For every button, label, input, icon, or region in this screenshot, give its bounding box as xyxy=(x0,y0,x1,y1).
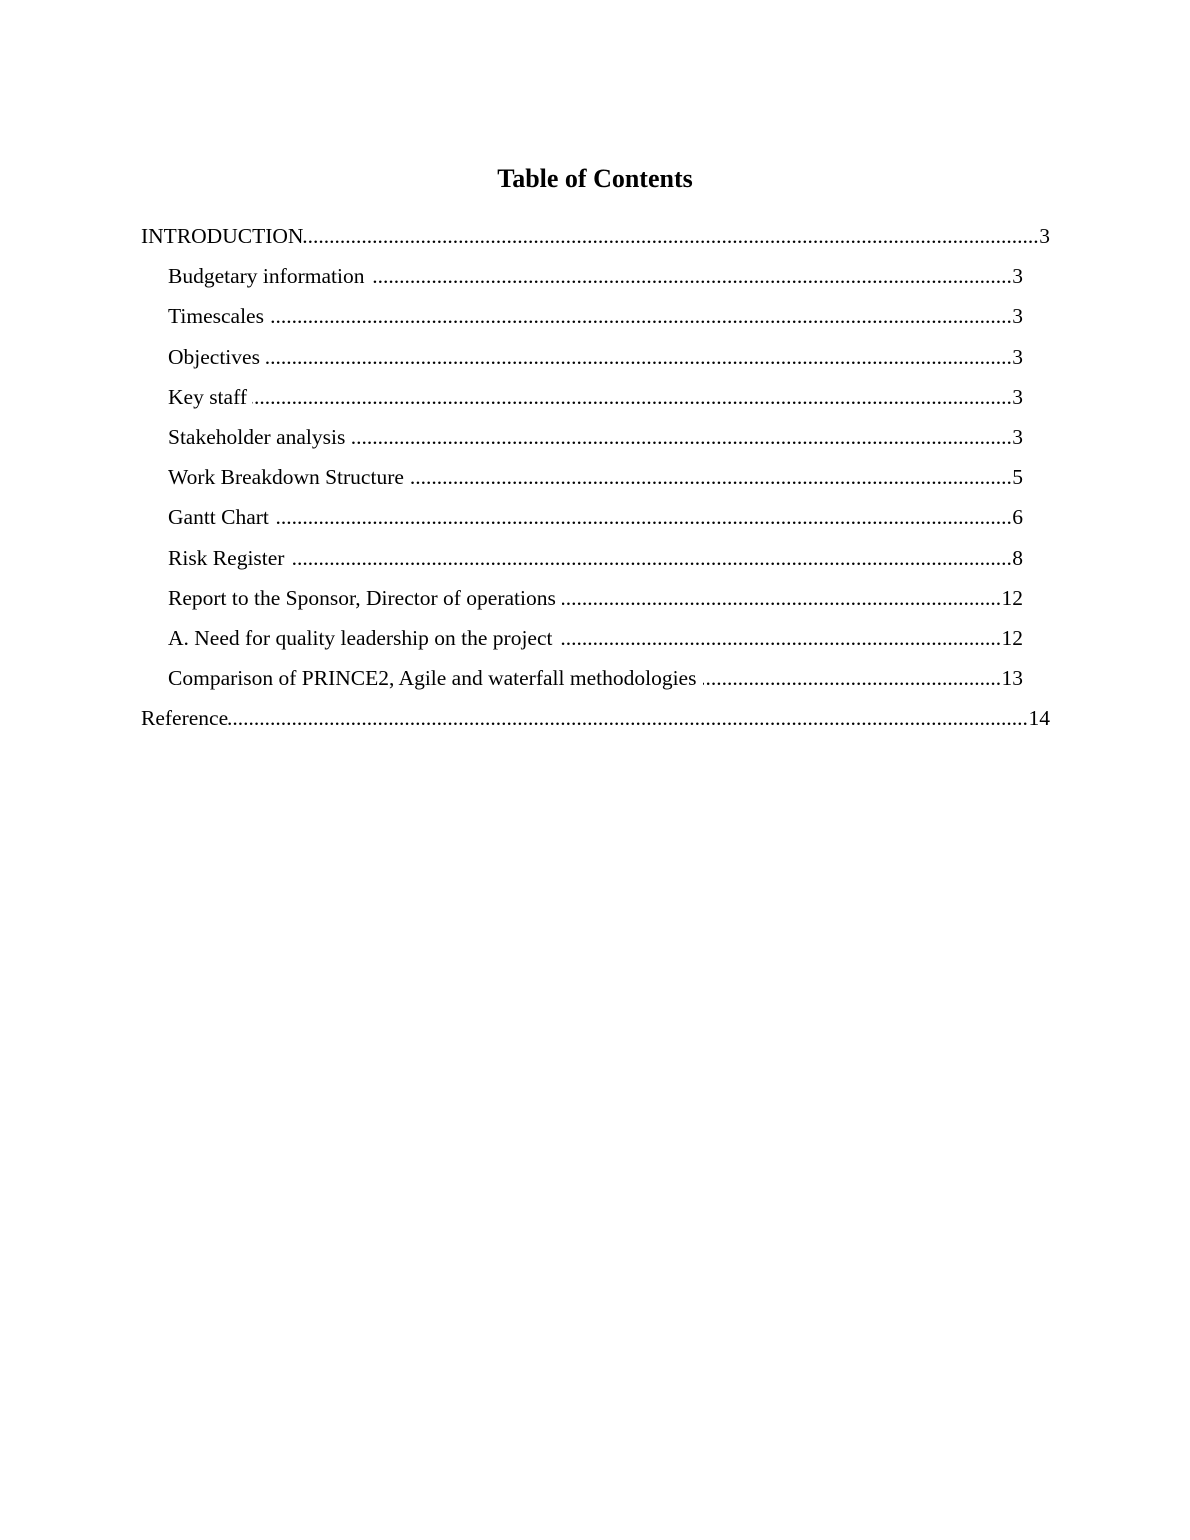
toc-entry-label: Stakeholder analysis xyxy=(168,425,352,449)
toc-entry-page-number: 3 xyxy=(1012,258,1023,294)
toc-entry-work-breakdown-structure[interactable] xyxy=(168,459,1023,499)
toc-entry-label: Objectives xyxy=(168,345,266,369)
toc-entry-budgetary-information[interactable] xyxy=(168,258,1023,298)
toc-entry-page-number: 3 xyxy=(1012,298,1023,334)
toc-entry-page-number: 3 xyxy=(1012,419,1023,455)
toc-leader-dots xyxy=(141,700,1050,736)
toc-entry-page-number: 12 xyxy=(1002,620,1024,656)
toc-entry-page-number: 8 xyxy=(1012,540,1023,576)
toc-entry-page-number: 5 xyxy=(1012,459,1023,495)
toc-list xyxy=(0,218,1190,740)
toc-entry-quality-leadership[interactable] xyxy=(168,620,1023,660)
toc-entry-label: Budgetary information xyxy=(168,264,371,288)
toc-entry-introduction[interactable] xyxy=(141,218,1050,258)
toc-leader-dots xyxy=(168,379,1023,415)
toc-title: Table of Contents xyxy=(497,164,693,193)
toc-leader-dots xyxy=(168,339,1023,375)
toc-entry-page-number: 3 xyxy=(1012,339,1023,375)
toc-entry-label: INTRODUCTION xyxy=(141,224,304,248)
toc-entry-page-number: 6 xyxy=(1012,499,1023,535)
toc-entry-label: A. Need for quality leadership on the project xyxy=(168,626,559,650)
toc-leader-dots xyxy=(168,540,1023,576)
toc-entry-page-number: 14 xyxy=(1029,700,1051,736)
toc-entry-label: Report to the Sponsor, Director of operations xyxy=(168,586,562,610)
toc-entry-label: Timescales xyxy=(168,304,270,328)
toc-entry-objectives[interactable] xyxy=(168,339,1023,379)
toc-entry-key-staff[interactable] xyxy=(168,379,1023,419)
toc-entry-stakeholder-analysis[interactable] xyxy=(168,419,1023,459)
toc-entry-page-number: 3 xyxy=(1039,218,1050,254)
toc-entry-page-number: 12 xyxy=(1002,580,1024,616)
toc-entry-label: Gantt Chart xyxy=(168,505,275,529)
toc-leader-dots xyxy=(168,499,1023,535)
toc-entry-methodology-comparison[interactable] xyxy=(168,660,1023,700)
toc-entry-timescales[interactable] xyxy=(168,298,1023,338)
toc-entry-page-number: 13 xyxy=(1002,660,1024,696)
toc-leader-dots xyxy=(168,298,1023,334)
toc-entry-gantt-chart[interactable] xyxy=(168,499,1023,539)
toc-entry-label: Risk Register xyxy=(168,546,291,570)
toc-entry-risk-register[interactable] xyxy=(168,540,1023,580)
toc-entry-page-number: 3 xyxy=(1012,379,1023,415)
toc-entry-reference[interactable] xyxy=(141,700,1050,740)
toc-entry-label: Key staff xyxy=(168,385,252,409)
toc-entry-label: Reference xyxy=(141,706,229,731)
toc-entry-report-to-sponsor[interactable] xyxy=(168,580,1023,620)
toc-entry-label: Comparison of PRINCE2, Agile and waterfall methodologies xyxy=(168,666,703,690)
toc-entry-label: Work Breakdown Structure xyxy=(168,465,410,489)
